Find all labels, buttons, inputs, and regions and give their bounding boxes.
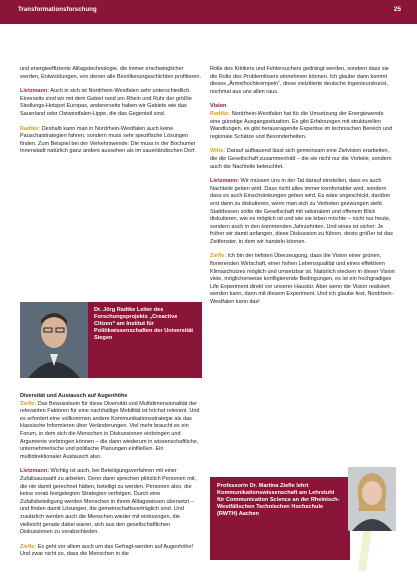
- right-column: [210, 66, 395, 314]
- speaker-name: Ziefle:: [210, 253, 227, 260]
- intro-paragraph: Rolle des Kritikers und Fehlersuchers gedrängt werden, sondern dass sie die Rolle des Problemlösers einnehmen können. Ich glaube dann kommt dieses „Ärmelhochkrempeln“, diese vielzitierte deutsche Ingenieurskunst, nochmal aus uns allen raus.: [210, 66, 389, 95]
- paragraph: Ziefle: Es geht vor allem auch um das Gefragt-werden auf Augenhöhe! Und zwar nicht so, dass die Menschen in die: [20, 543, 194, 558]
- left-column-top: [20, 66, 201, 163]
- page-header: [0, 0, 417, 24]
- portrait-radtke: [20, 302, 202, 378]
- paragraph: Lietzmann: Wichtig ist auch, bei Beteiligungsverfahren mit einer Zufallsauswahl zu arbeiten. Denn dann sprechen plötzlich Personen mit, die nie damit gerechnet hätten, beteiligt zu werden. Personen also, die keine vorab festgelegten Strategien verfolgen. Durch eine Zufallsbeteiligung werden Menschen in ihrem Alltagswissen übersetzt – und finden damit Lösungen, die gemeinschaftsverträglich sind. Und zusätzlich werden auch die Menschen wieder mit einbezogen, die vielleicht gerade dabei waren, sich aus den gesellschaftlichen Diskussionen zu verabschieden.: [20, 468, 197, 536]
- speaker-name: Ziefle:: [20, 543, 37, 550]
- person-silhouette-icon: [348, 467, 396, 531]
- paragraph: Lietzmann: Wir müssen uns in der Tat darauf einstellen, dass es auch Nachteile geben wird. Dass nicht alles immer komfortabler wird, sondern dass es auch Einschränkungen geben wird. Es wäre ungeschickt, darüber erst dann zu diskutieren, wenn man sich zu Verboten gezwungen sieht. Stattdessen sollte die Gesellschaft mit rationalem und offenem Blick diskutieren, wie es möglich ist und wie sie leben möchte – nicht nur heute, sondern auch in den kommenden Jahrzehnten. Und eines ist sicher: Je früher wir damit anfangen, diese Diskussion zu führen, desto größer ist das Zeitfenster, in dem wir handeln können.: [210, 178, 393, 245]
- page-number: 25: [393, 6, 401, 13]
- speaker-name: Lietzmann:: [210, 178, 240, 185]
- left-column-bottom: [20, 393, 201, 566]
- photo-caption: Dr. Jörg Radtke Leiter des Forschungsprojekts „Creactive Citizen“ am Institut für Politikwissenschaften der Universität Siegen: [88, 302, 202, 378]
- section-heading: Vision: [210, 103, 227, 110]
- paragraph: Radtke: Nordrhein-Westfalen hat für die Umsetzung der Energiewende eine günstige Ausgangssituation. Es gibt Erfahrungen mit strukturellen Wandlungen, es gibt herausragende Expertise im technischen Bereich und regionale Schätze und Besonderheiten.: [210, 110, 393, 140]
- speaker-name: Witte:: [210, 148, 226, 155]
- photo-caption: Professorin Dr. Martina Ziefle lehrt Kommunikationswissenschaft am Lehrstuhl für Communication Science an der Rheinisch-Westfälischen Technischen Hochschule (RWTH) Aachen: [210, 477, 350, 560]
- paragraph: Radtke: Deshalb kann man in Nordrhein-Westfalen auch keine Pauschalstrategien fahren, sondern muss sehr spezifische Lösungen finden. Zum Beispiel bei der Verkehrswende: Die muss in der Bochumer Innenstadt natürlich ganz anders aussehen als im sauerländischen Dorf.: [20, 125, 197, 155]
- section-subheading: Diversität und Austausch auf Augenhöhe: [20, 393, 128, 399]
- portrait-photo: [20, 302, 88, 378]
- paragraph: Lietzmann: Auch in sich ist Nordrhein-Westfalen sehr unterschiedlich. Einerseits sind wir mit dem Gebiet rund um Rhein und Ruhr der größte Siedlungs-Hotspot Europas, andererseits haben wir Gebiete wie das Sauerland oder Ostwestfalen-Lippe, die das Gegenteil sind.: [20, 88, 192, 117]
- paragraph: Witte: Darauf aufbauend lässt sich gemeinsam eine Zielvision erarbeiten, die die Gesellschaft zusammenhält – die sie nicht nur die Vorteile, sondern auch die Nachteile beleuchtet.: [210, 148, 392, 170]
- paragraph: Ziefle: Das Bewusstsein für diese Diversität und Multidimensionalität der relevanten Faktoren für eine nachhaltige Mobilität ist höchst relevant. Und es erfordert eine vollkommen andere Kommunikationsstrategie als das klassische Informieren über Veränderungen. Viel mehr braucht es ein Forum, in dem sich die Menschen in Diskussionen einbringen und Argumente vorbringen können – die dann wiederum in wissenschaftliche, unternehmerische und politische Planungen einfließen. Ein multidirektionaler Austausch also.: [20, 400, 200, 460]
- portrait-photo: [348, 467, 396, 531]
- section-title: Transformationsforschung: [18, 7, 97, 13]
- paragraph: Ziefle: Ich bin der tiefsten Überzeugung, dass die Vision einer grünen, florierenden Wirtschaft, einer hohen Lebensqualität und eines effektiven Klimaschutzes möglich und umsetzbar ist. Natürlich stecken in dieser Vision viele, möglicherweise konfligierende Bedingungen, es ist ein hochgradiges Life Experiment direkt vor unserer Haustür. Aber wenn die Vision realisiert werden kann, dann mit diesem Experiment. Und ich glaube fest, Nordrhein-Westfalen kann das!: [210, 253, 395, 306]
- speaker-name: Radtke:: [210, 110, 231, 117]
- person-silhouette-icon: [20, 302, 88, 378]
- intro-paragraph: und energieeffiziente Alltagstechnologie, die immer erschwinglicher werden, Entwicklungen, von denen alle Bevölkerungsschichten profitieren.: [20, 66, 201, 80]
- speaker-name: Ziefle:: [20, 400, 37, 407]
- speaker-name: Radtke:: [20, 125, 41, 132]
- portrait-ziefle: [210, 467, 396, 560]
- speaker-name: Lietzmann:: [20, 88, 50, 95]
- speaker-name: Lietzmann:: [20, 468, 50, 475]
